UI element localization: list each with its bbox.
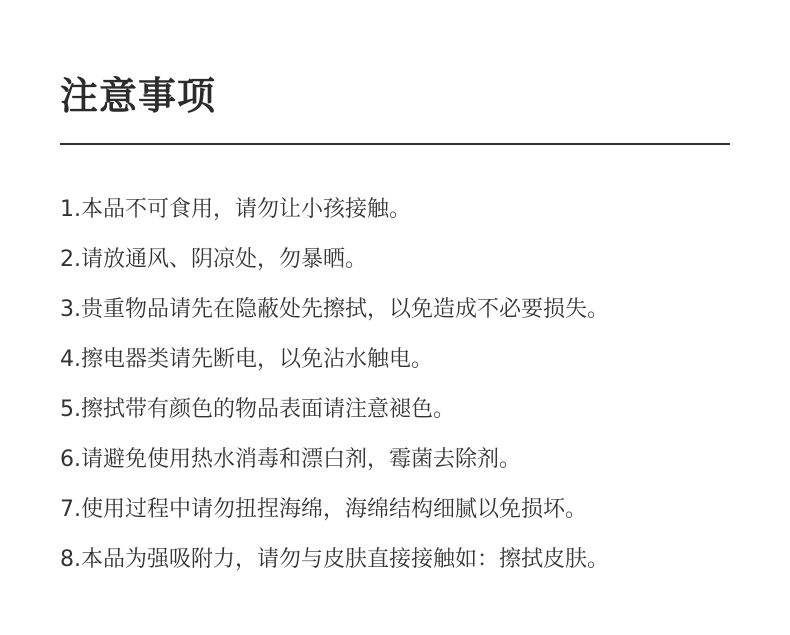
notice-item-6: 6.请避免使用热水消毒和漂白剂，霉菌去除剂。: [60, 447, 521, 472]
notice-item-5: 5.擦拭带有颜色的物品表面请注意褪色。: [60, 397, 455, 422]
notice-item-7: 7.使用过程中请勿扭捏海绵，海绵结构细腻以免损坏。: [60, 497, 587, 522]
notice-item-1: 1.本品不可食用，请勿让小孩接触。: [60, 197, 411, 222]
page-title: 注意事项: [60, 74, 217, 118]
notice-item-4: 4.擦电器类请先断电，以免沾水触电。: [60, 347, 433, 372]
notice-item-8: 8.本品为强吸附力，请勿与皮肤直接接触如：擦拭皮肤。: [60, 547, 609, 572]
notice-list: [60, 185, 760, 585]
notice-item-2: 2.请放通风、阴凉处，勿暴晒。: [60, 247, 367, 272]
notice-item-3: 3.贵重物品请先在隐蔽处先擦拭，以免造成不必要损失。: [60, 297, 609, 322]
title-divider: [60, 143, 730, 145]
